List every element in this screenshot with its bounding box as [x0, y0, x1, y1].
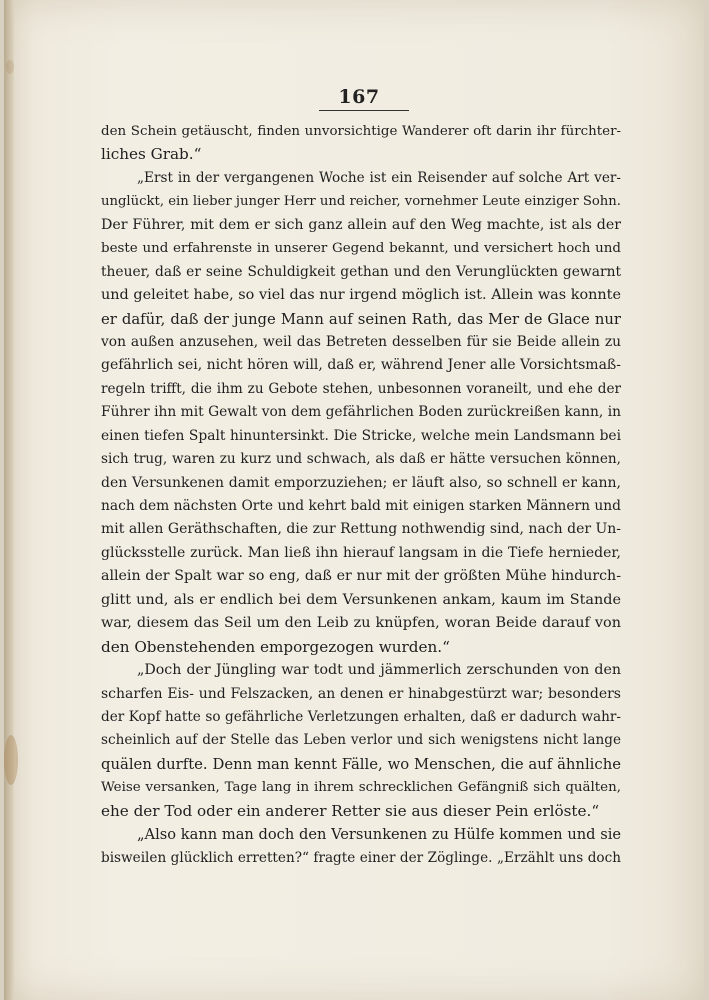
text-line: „Erst in der vergangenen Woche ist ein Reisender auf solche Art ver- [137, 169, 621, 186]
text-line: unglückt, ein lieber junger Herr und reicher, vornehmer Leute einziger Sohn. [101, 194, 621, 210]
text-line: der Kopf hatte so gefährliche Verletzungen erhalten, daß er dadurch wahr- [101, 708, 621, 725]
text-line: theuer, daß er seine Schuldigkeit gethan und den Verunglückten gewarnt [101, 263, 621, 280]
text-line: Weise versanken, Tage lang in ihrem schrecklichen Gefängniß sich quälten, [101, 780, 621, 796]
text-line: Der Führer, mit dem er sich ganz allein auf den Weg machte, ist als der [101, 216, 621, 233]
body-text [101, 120, 621, 870]
text-line: von außen anzusehen, weil das Betreten desselben für sie Beide allein zu [101, 333, 621, 350]
text-line: einen tiefen Spalt hinuntersinkt. Die Stricke, welche mein Landsmann bei [101, 427, 621, 444]
page-number: 167 [338, 86, 380, 108]
text-line: er dafür, daß der junge Mann auf seinen Rath, das Mer de Glace nur [101, 310, 621, 328]
text-line: regeln trifft, die ihm zu Gebote stehen, unbesonnen voraneilt, und ehe der [101, 380, 621, 397]
text-line: war, diesem das Seil um den Leib zu knüpfen, woran Beide darauf von [101, 615, 621, 632]
text-line: ehe der Tod oder ein anderer Retter sie aus dieser Pein erlöste.“ [101, 801, 600, 820]
text-line: scheinlich auf der Stelle das Leben verlor und sich wenigstens nicht lange [101, 732, 621, 749]
text-line: bisweilen glücklich erretten?“ fragte einer der Zöglinge. „Erzählt uns doch [101, 849, 621, 866]
text-line: mit allen Geräthschaften, die zur Rettung nothwendig sind, nach der Un- [101, 521, 621, 538]
text-line: glitt und, als er endlich bei dem Versunkenen ankam, kaum im Stande [101, 591, 621, 608]
text-line: beste und erfahrenste in unserer Gegend bekannt, und versichert hoch und [101, 241, 621, 257]
text-line: liches Grab.“ [101, 145, 202, 164]
header-rule [319, 110, 409, 111]
text-line: allein der Spalt war so eng, daß er nur mit der größten Mühe hindurch- [101, 568, 621, 585]
text-line: „Also kann man doch den Versunkenen zu Hülfe kommen und sie [137, 826, 621, 844]
book-page [4, 0, 704, 1000]
text-line: „Doch der Jüngling war todt und jämmerlich zerschunden von den [137, 662, 621, 679]
text-line: den Versunkenen damit emporzuziehen; er läuft also, so schnell er kann, [101, 474, 621, 491]
text-line: quälen durfte. Denn man kennt Fälle, wo Menschen, die auf ähnliche [101, 755, 621, 773]
text-line: und geleitet habe, so viel das nur irgend möglich ist. Allein was konnte [101, 287, 621, 304]
text-line: glücksstelle zurück. Man ließ ihn hierauf langsam in die Tiefe hernieder, [101, 544, 621, 561]
text-line: scharfen Eis- und Felszacken, an denen er hinabgestürzt war; besonders [101, 685, 621, 702]
paper-stain [4, 735, 18, 785]
text-line: gefährlich sei, nicht hören will, daß er, während Jener alle Vorsichtsmaß- [101, 357, 621, 374]
text-line: den Schein getäuscht, finden unvorsichtige Wanderer oft darin ihr fürchter- [101, 124, 621, 139]
paper-stain [6, 60, 14, 74]
text-line: den Obenstehenden emporgezogen wurden.“ [101, 637, 450, 656]
page-edge [4, 0, 14, 1000]
text-line: Führer ihn mit Gewalt von dem gefährlichen Boden zurückreißen kann, in [101, 404, 621, 421]
text-line: sich trug, waren zu kurz und schwach, als daß er hätte versuchen können, [101, 451, 621, 468]
text-line: nach dem nächsten Orte und kehrt bald mit einigen starken Männern und [101, 498, 621, 514]
